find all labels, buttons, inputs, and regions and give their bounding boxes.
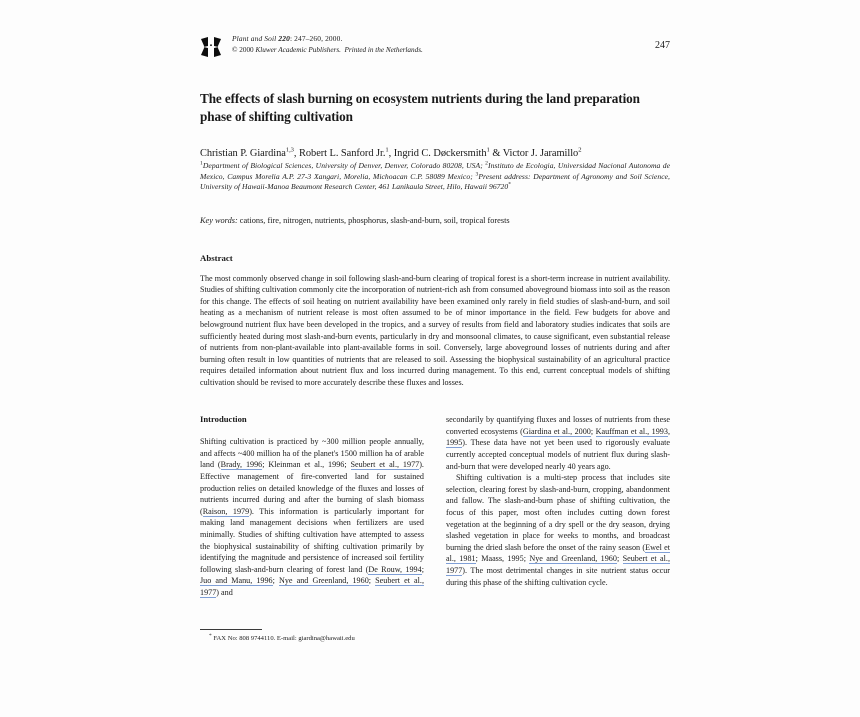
footnote-contact: FAX No: 808 9744110. E-mail: giardina@hawaii.edu — [211, 634, 355, 642]
text-run: ; — [272, 576, 279, 586]
footnote-marker: * — [209, 632, 212, 639]
introduction-left-text — [200, 436, 424, 598]
author-1-name: Christian P. Giardina — [200, 148, 286, 159]
author-1-affiliation-marker: 1,3 — [285, 146, 294, 154]
page-content — [200, 34, 671, 642]
text-run: ; — [616, 554, 623, 564]
kluwer-publisher-logo-icon — [200, 36, 222, 58]
paragraph — [446, 472, 670, 588]
publisher-name: Kluwer Academic Publishers. — [255, 46, 341, 54]
citation-link-juo-manu-1996[interactable]: Juo and Manu, 1996 — [200, 576, 273, 586]
author-3-affiliation-marker: 1 — [486, 146, 490, 154]
abstract-heading: Abstract — [200, 252, 233, 263]
paragraph — [200, 436, 424, 598]
author-list — [200, 147, 670, 160]
affiliation-1-text: Department of Biological Sciences, University of Denver, Denver, Colorado 80208, USA; — [202, 161, 486, 170]
citation-link-brady-1996[interactable]: Brady, 1996 — [220, 460, 263, 470]
paragraph — [446, 414, 670, 472]
body-columns — [200, 414, 671, 642]
affiliation-1-marker: 1 — [200, 160, 203, 167]
footnote-rule — [200, 629, 262, 630]
citation-link-nye-greenland-1960[interactable]: Nye and Greenland, 1960 — [278, 576, 369, 586]
citation-link-ewel-1981[interactable]: Ewel et al., 1981 — [446, 542, 670, 564]
text-run: ; — [421, 564, 424, 574]
text-run: ; — [590, 426, 596, 436]
journal-name: Plant and Soil — [232, 34, 277, 43]
copyright-symbol: © — [232, 46, 238, 54]
copyright-year: 2000 — [239, 46, 254, 54]
affiliation-3-text: Present address: Department of Agronomy and Soil Science, University of Hawaii-Manoa Beaumont Research Center, 461 Lanikaula Street, Hilo, Hawaii 96720 — [200, 171, 670, 192]
author-4-affiliation-marker: 2 — [578, 146, 582, 154]
corresponding-author-marker: * — [508, 181, 512, 188]
text-run: Shifting cultivation is a multi-step process that includes site selection, clearing forest by slash-and-burn, cropping, abandonment and fallow. The slash-and-burn phase of shifting cultivation, the focus of this paper, most often includes cutting down forest vegetation at the beginning of a dry spell or the dry season, drying slashed vegetation in place for weeks to months, and broadcast burning the dried slash before the onset of the rainy season ( — [446, 473, 670, 552]
text-run: secondarily by quantifying fluxes and losses of nutrients from these converted ecosystems ( — [446, 415, 670, 436]
author-2-affiliation-marker: 1 — [385, 146, 389, 154]
masthead — [200, 34, 670, 68]
footnote-text — [200, 634, 424, 643]
author-3-name: , Ingrid C. Døckersmith — [388, 148, 487, 159]
citation-link-kauffman-1993[interactable]: Kauffman et al., 1993 — [595, 426, 668, 436]
affiliation-2-text: Instituto de Ecologia, Universidad Nacional Autonoma de Mexico, Campus Morelia A.P. 27-3 Xangari, Morelia, Michoacan C.P. 58089 Mexico; — [200, 161, 670, 181]
author-4-name: & Victor J. Jaramillo — [489, 148, 579, 159]
citation-link-de-rouw-1994[interactable]: De Rouw, 1994 — [368, 564, 422, 574]
page-title: The effects of slash burning on ecosystem nutrients during the land preparation phase of shifting cultivation — [200, 91, 640, 124]
printed-in-note: Printed in the Netherlands. — [344, 46, 423, 54]
citation-link-seubert-1977[interactable]: Seubert et al., 1977 — [350, 460, 420, 470]
text-run: ). This information is particularly important for making land management decisions when fertilizers are used minimally. Studies of shifting cultivation have attempted to assess the biophysical sustainability of shifting cultivation primarily by identifying the magnitude and persistence of increased soil fertility following slash-and-burn clearing of forest land ( — [200, 506, 424, 574]
affiliation-3-marker: 3 — [475, 171, 479, 178]
citation-link-kauffman-1995[interactable]: 1995 — [446, 438, 463, 448]
footnote — [200, 629, 424, 643]
page-number: 247 — [655, 40, 670, 51]
text-run: ) and — [216, 587, 233, 597]
citation-link-nye-greenland-1960-b[interactable]: Nye and Greenland, 1960 — [529, 554, 617, 564]
citation-link-raison-1979[interactable]: Raison, 1979 — [202, 506, 250, 516]
right-column — [446, 414, 670, 598]
citation-link-seubert-1977-c[interactable]: Seubert et al., 1977 — [446, 554, 671, 575]
affiliation-2-marker: 2 — [485, 160, 488, 167]
journal-citation-line: Plant and Soil 220: 247–260, 2000. — [232, 34, 343, 43]
keywords-label: Key words: — [200, 215, 238, 225]
text-run: , — [667, 426, 670, 436]
citation-link-seubert-1977-b[interactable]: Seubert et al., 1977 — [200, 576, 425, 597]
keywords-values: cations, fire, nitrogen, nutrients, phosphorus, slash-and-burn, soil, tropical forests — [237, 215, 510, 225]
introduction-heading: Introduction — [200, 414, 247, 425]
text-run: ; Maass, 1995; — [475, 554, 530, 564]
keywords-line — [200, 215, 670, 226]
citation-link-giardina-2000[interactable]: Giardina et al., 2000 — [522, 426, 591, 436]
journal-pages: 247–260, 2000. — [294, 34, 343, 43]
text-run: ). These data have not yet been used to rigorously evaluate currently accepted conceptual models of nutrient flux during slash-and-burn that were developed nearly 40 years ago. — [446, 438, 670, 471]
author-2-name: , Robert L. Sanford Jr. — [293, 148, 386, 159]
journal-volume: 220 — [278, 34, 290, 43]
text-run: ; — [368, 576, 376, 586]
introduction-right-text — [446, 414, 670, 588]
affiliation-list — [200, 161, 670, 193]
text-run: ). The most detrimental changes in site nutrient status occur during this phase of the shifting cultivation cycle. — [446, 565, 670, 587]
abstract-body: The most commonly observed change in soil following slash-and-burn clearing of tropical forest is a short-term increase in nutrient availability. Studies of shifting cultivation commonly cite the incorporation of nutrient-rich ash from consumed aboveground biomass into soil as the reason for this change. The effects of soil heating on nutrient availability have been examined only rarely in field studies of slash-and-burn, and soil heating as a mechanism of nutrient release is most often assumed to be of minor importance in the field. Few budgets for above and belowground nutrient flux have been developed in the tropics, and a survey of results from field and laboratory studies indicates that soils are sufficiently heated during most slash-and-burn events, particularly in dry and monsoonal climates, to cause significant, even substantial release of nutrients from non-plant-available into plant-available forms in soil. Conversely, large aboveground losses of nutrients during and after burning often result in low quantities of nutrients that are released to soil. Assessing the biophysical sustainability of an agricultural practice requires detailed information about nutrient flux and loss incurred during management. To this end, current conceptual models of shifting cultivation should be revised to more accurately describe these fluxes and losses. — [200, 273, 670, 387]
copyright-line — [232, 45, 423, 56]
text-run: ). Effective management of fire-converted land for sustained production relies on detailed knowledge of the fluxes and losses of nutrients incurred during and after the burning of slash biomass ( — [200, 460, 424, 516]
text-run: ; Kleinman et al., 1996; — [262, 460, 351, 470]
left-column — [200, 414, 425, 642]
text-run: Shifting cultivation is practiced by ~300 million people annually, and affects ~400 million ha of the planet's 1500 million ha of arable land ( — [200, 437, 424, 470]
